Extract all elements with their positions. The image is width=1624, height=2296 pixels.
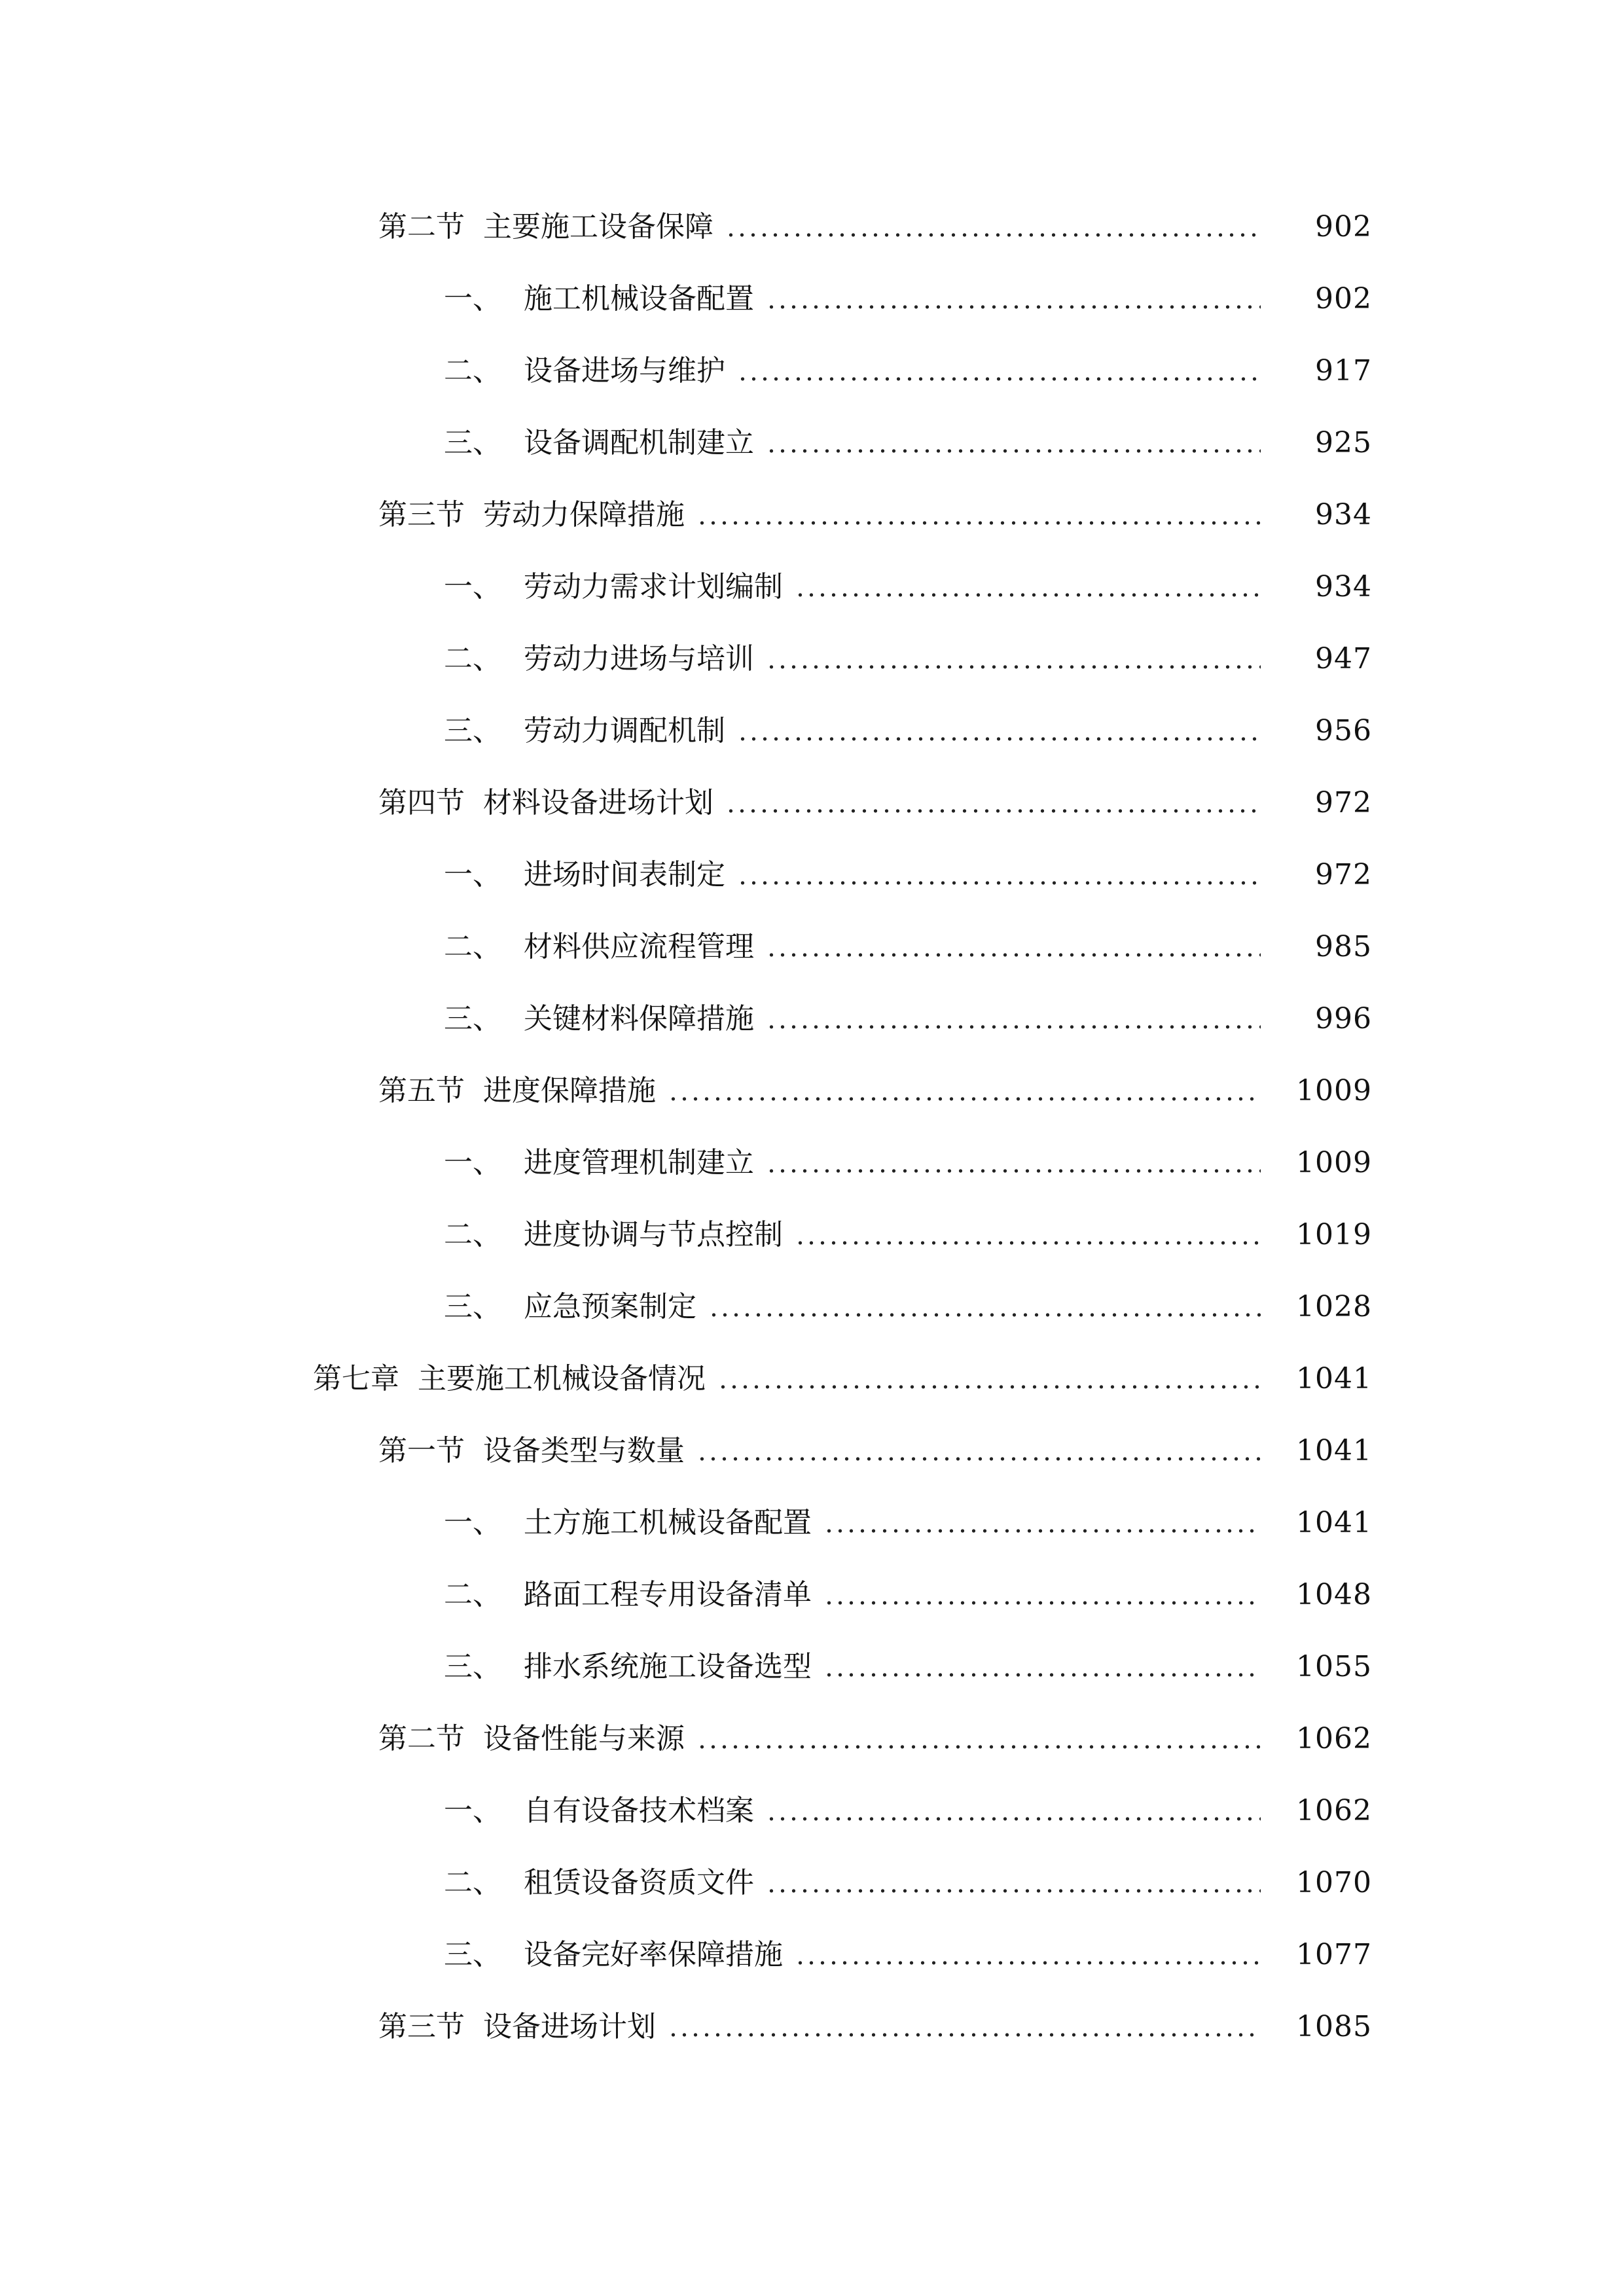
toc-entry-title: 施工机械设备配置 [524, 282, 754, 315]
toc-entry-title: 主要施工机械设备情况 [418, 1362, 706, 1395]
dot-leader [725, 808, 1261, 814]
toc-entry-number: 一、 [444, 858, 501, 891]
dot-leader [737, 736, 1261, 742]
dot-leader [696, 1744, 1261, 1750]
toc-entry-number: 三、 [444, 1290, 501, 1323]
dot-leader [708, 1312, 1261, 1318]
toc-page-number: 934 [1315, 570, 1372, 603]
toc-entry-title: 设备进场计划 [483, 2010, 656, 2043]
dot-leader [823, 1672, 1261, 1678]
dot-leader [766, 1168, 1261, 1174]
toc-entry-title: 劳动力进场与培训 [524, 642, 754, 675]
dot-leader [766, 304, 1261, 310]
toc-page-number: 925 [1315, 426, 1372, 459]
toc-entry[interactable] [0, 767, 1624, 839]
toc-entry[interactable] [0, 1127, 1624, 1199]
dot-leader [737, 376, 1261, 382]
toc-page-number: 1077 [1296, 1938, 1372, 1971]
dot-leader [696, 520, 1261, 526]
toc-entry-title: 土方施工机械设备配置 [524, 1506, 812, 1539]
toc-page-number: 1028 [1296, 1290, 1372, 1323]
dot-leader [823, 1528, 1261, 1534]
toc-page-number: 985 [1315, 930, 1372, 963]
toc-page-number: 902 [1315, 282, 1372, 315]
toc-page-number: 1062 [1296, 1794, 1372, 1827]
toc-entry-number: 一、 [444, 1146, 501, 1179]
toc-entry-number: 三、 [444, 1938, 501, 1971]
table-of-contents [0, 191, 1624, 2063]
toc-page-number: 956 [1315, 714, 1372, 747]
toc-page-number: 1041 [1296, 1506, 1372, 1539]
toc-entry-number: 一、 [444, 282, 501, 315]
toc-page-number: 1019 [1296, 1218, 1372, 1251]
toc-entry[interactable] [0, 1775, 1624, 1847]
toc-page-number: 1070 [1296, 1866, 1372, 1899]
toc-entry-title: 路面工程专用设备清单 [524, 1578, 812, 1611]
toc-page-number: 1085 [1296, 2010, 1372, 2043]
toc-entry[interactable] [0, 623, 1624, 695]
toc-entry[interactable] [0, 1559, 1624, 1631]
toc-entry-number: 第五节 [378, 1074, 465, 1107]
toc-entry-number: 一、 [444, 570, 501, 603]
toc-entry-title: 设备完好率保障措施 [524, 1938, 783, 1971]
toc-entry[interactable] [0, 911, 1624, 983]
dot-leader [737, 880, 1261, 886]
toc-entry-title: 租赁设备资质文件 [524, 1866, 754, 1899]
toc-entry[interactable] [0, 551, 1624, 623]
toc-entry[interactable] [0, 1631, 1624, 1703]
toc-entry-title: 设备性能与来源 [483, 1722, 685, 1755]
toc-entry-title: 设备进场与维护 [524, 354, 725, 387]
dot-leader [766, 1024, 1261, 1030]
toc-entry-number: 第一节 [378, 1434, 465, 1467]
toc-entry-title: 进度协调与节点控制 [524, 1218, 783, 1251]
toc-page-number: 934 [1315, 498, 1372, 531]
toc-page-number: 1009 [1296, 1146, 1372, 1179]
dot-leader [766, 1816, 1261, 1822]
toc-entry-number: 二、 [444, 642, 501, 675]
dot-leader [725, 232, 1261, 238]
toc-entry[interactable] [0, 1199, 1624, 1271]
toc-entry[interactable] [0, 839, 1624, 911]
dot-leader [823, 1600, 1261, 1606]
toc-entry-number: 第七章 [313, 1362, 399, 1395]
toc-entry-number: 三、 [444, 426, 501, 459]
toc-entry-number: 二、 [444, 1578, 501, 1611]
toc-page-number: 1041 [1296, 1434, 1372, 1467]
toc-entry[interactable] [0, 1271, 1624, 1343]
dot-leader [766, 664, 1261, 670]
toc-entry-number: 第三节 [378, 498, 465, 531]
toc-entry-number: 二、 [444, 354, 501, 387]
toc-entry[interactable] [0, 1055, 1624, 1127]
toc-entry-number: 二、 [444, 1218, 501, 1251]
toc-page-number: 902 [1315, 210, 1372, 243]
toc-entry-number: 第四节 [378, 786, 465, 819]
toc-page-number: 1062 [1296, 1722, 1372, 1755]
toc-entry[interactable] [0, 1919, 1624, 1991]
dot-leader [795, 592, 1261, 598]
dot-leader [696, 1456, 1261, 1462]
toc-entry[interactable] [0, 335, 1624, 407]
toc-entry-number: 第二节 [378, 1722, 465, 1755]
dot-leader [717, 1384, 1261, 1390]
toc-entry-number: 第三节 [378, 2010, 465, 2043]
toc-entry[interactable] [0, 1703, 1624, 1775]
dot-leader [795, 1240, 1261, 1246]
toc-entry-title: 自有设备技术档案 [524, 1794, 754, 1827]
toc-entry-title: 材料设备进场计划 [483, 786, 713, 819]
toc-entry-number: 三、 [444, 1650, 501, 1683]
toc-entry-number: 二、 [444, 1866, 501, 1899]
toc-entry-title: 劳动力需求计划编制 [524, 570, 783, 603]
toc-page-number: 1041 [1296, 1362, 1372, 1395]
toc-entry-title: 进场时间表制定 [524, 858, 725, 891]
toc-entry[interactable] [0, 263, 1624, 335]
toc-page-number: 917 [1315, 354, 1372, 387]
dot-leader [766, 952, 1261, 958]
dot-leader [795, 1960, 1261, 1966]
toc-entry-title: 劳动力调配机制 [524, 714, 725, 747]
toc-entry[interactable] [0, 695, 1624, 767]
toc-entry-number: 三、 [444, 1002, 501, 1035]
toc-entry-number: 第二节 [378, 210, 465, 243]
toc-page-number: 972 [1315, 786, 1372, 819]
toc-entry[interactable] [0, 479, 1624, 551]
toc-entry[interactable] [0, 1847, 1624, 1919]
toc-entry-title: 设备类型与数量 [483, 1434, 685, 1467]
toc-page-number: 947 [1315, 642, 1372, 675]
toc-entry-title: 应急预案制定 [524, 1290, 696, 1323]
toc-entry-title: 进度管理机制建立 [524, 1146, 754, 1179]
dot-leader [766, 1888, 1261, 1894]
toc-entry-title: 主要施工设备保障 [483, 210, 713, 243]
toc-page-number: 996 [1315, 1002, 1372, 1035]
toc-entry[interactable] [0, 1487, 1624, 1559]
toc-page-number: 1055 [1296, 1650, 1372, 1683]
toc-page-number: 1009 [1296, 1074, 1372, 1107]
toc-entry-title: 材料供应流程管理 [524, 930, 754, 963]
toc-entry-number: 三、 [444, 714, 501, 747]
toc-entry[interactable] [0, 407, 1624, 479]
toc-entry[interactable] [0, 1343, 1624, 1415]
toc-entry-number: 二、 [444, 930, 501, 963]
toc-entry-title: 关键材料保障措施 [524, 1002, 754, 1035]
toc-entry[interactable] [0, 191, 1624, 263]
toc-entry[interactable] [0, 1415, 1624, 1487]
toc-entry-number: 一、 [444, 1506, 501, 1539]
toc-entry-title: 劳动力保障措施 [483, 498, 685, 531]
toc-entry[interactable] [0, 1991, 1624, 2063]
toc-entry-title: 进度保障措施 [483, 1074, 656, 1107]
dot-leader [668, 1096, 1261, 1102]
toc-page-number: 972 [1315, 858, 1372, 891]
toc-entry-number: 一、 [444, 1794, 501, 1827]
toc-entry[interactable] [0, 983, 1624, 1055]
toc-entry-title: 排水系统施工设备选型 [524, 1650, 812, 1683]
toc-page-number: 1048 [1296, 1578, 1372, 1611]
dot-leader [668, 2032, 1261, 2038]
dot-leader [766, 448, 1261, 454]
toc-entry-title: 设备调配机制建立 [524, 426, 754, 459]
